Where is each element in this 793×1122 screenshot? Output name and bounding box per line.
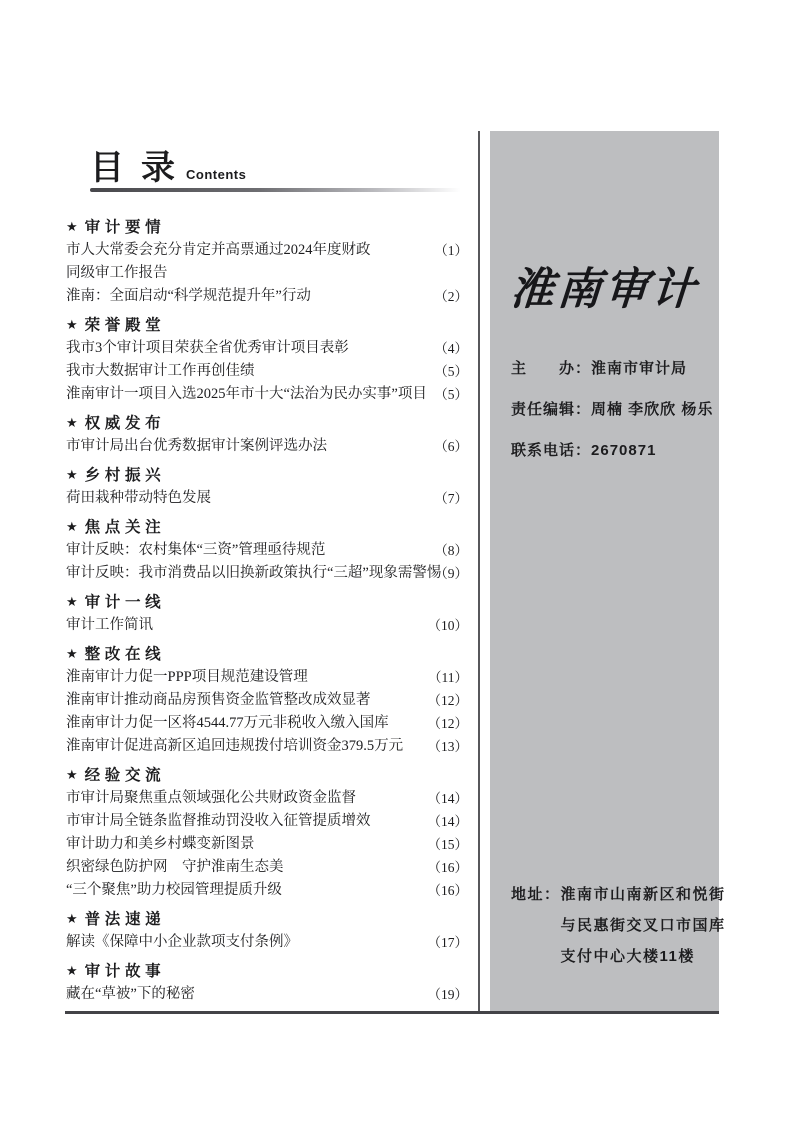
toc-section-heading: [66, 464, 468, 487]
toc-section-heading: [66, 908, 468, 931]
star-icon: ★: [66, 414, 78, 430]
toc-entry: [66, 810, 468, 833]
toc-entry-page: （14）: [427, 790, 468, 806]
toc-entry-title: [66, 712, 424, 735]
toc-section-title: 权威发布: [84, 414, 166, 432]
sidebar-address-line: 与民惠街交叉口市国库: [560, 917, 726, 934]
toc-entry-line: 审计反映：农村集体“三资”管理亟待规范: [66, 541, 326, 558]
toc-entry-page: （4）: [434, 340, 468, 356]
toc-title-rule: [90, 188, 468, 192]
toc-entry-page: （16）: [427, 859, 468, 875]
sidebar-info-value: 2670871: [591, 442, 657, 459]
toc-entry-line: 审计反映：我市消费品以旧换新政策执行“三超”现象需警惕: [66, 564, 442, 581]
toc-section-heading: [66, 412, 468, 435]
toc-entry-page: （12）: [427, 692, 468, 708]
toc-entry-title: [66, 879, 424, 902]
sidebar-info-label: 责任编辑：: [511, 401, 592, 418]
toc-entry-title: [66, 435, 430, 458]
journal-sidebar: [490, 131, 726, 1013]
toc-entry-page: （10）: [427, 617, 468, 633]
journal-masthead: 淮南审计: [508, 265, 700, 314]
toc-entry: [66, 487, 468, 510]
toc-entry-page: （19）: [427, 986, 468, 1002]
toc-entry: [66, 435, 468, 458]
toc-entry-line: “三个聚焦”助力校园管理提质升级: [66, 881, 282, 898]
toc-entry-title: [66, 666, 424, 689]
toc-entry-page: （5）: [434, 363, 468, 379]
toc-entry: [66, 666, 468, 689]
sidebar-info-row: [511, 357, 713, 381]
toc-entry-title: [66, 614, 424, 637]
toc-title-en: Contents: [186, 167, 247, 182]
star-icon: ★: [66, 766, 78, 782]
sidebar-info: [511, 357, 713, 480]
toc-entry: [66, 337, 468, 360]
toc-section-title: 焦点关注: [84, 518, 166, 536]
sidebar-info-row: [511, 398, 713, 422]
star-icon: ★: [66, 316, 78, 332]
toc-entry-page: （8）: [434, 542, 468, 558]
table-of-contents: [66, 151, 468, 1006]
toc-entry: [66, 931, 468, 954]
toc-entry-line: 我市大数据审计工作再创佳绩: [66, 362, 255, 379]
toc-section-title: 审计一线: [84, 593, 166, 611]
sidebar-address-line: 支付中心大楼11楼: [560, 948, 695, 965]
toc-entry-line: 藏在“草被”下的秘密: [66, 985, 195, 1002]
toc-entry-title: [66, 983, 424, 1006]
vertical-divider: [478, 131, 480, 1013]
toc-entry: [66, 614, 468, 637]
toc-entry-page: （11）: [428, 669, 468, 685]
toc-entry-line: 审计助力和美乡村蝶变新图景: [66, 835, 255, 852]
toc-entry-page: （17）: [427, 934, 468, 950]
toc-entry-line: 淮南：全面启动“科学规范提升年”行动: [66, 287, 311, 304]
sidebar-address: [511, 879, 726, 972]
toc-entry-line: 织密绿色防护网 守护淮南生态美: [66, 858, 284, 875]
toc-entry-title: [66, 810, 424, 833]
toc-entry: [66, 285, 468, 308]
sidebar-info-label: 联系电话：: [511, 442, 592, 459]
star-icon: ★: [66, 645, 78, 661]
toc-entry-page: （14）: [427, 813, 468, 829]
toc-entry-line: 我市3个审计项目荣获全省优秀审计项目表彰: [66, 339, 349, 356]
toc-entry-line: 市审计局出台优秀数据审计案例评选办法: [66, 437, 327, 454]
toc-section-title: 审计故事: [84, 962, 166, 980]
toc-section-heading: [66, 516, 468, 539]
toc-section-title: 普法速递: [84, 910, 166, 928]
toc-section-title: 乡村振兴: [84, 466, 166, 484]
toc-section-heading: [66, 960, 468, 983]
sidebar-address-label: 地址：: [511, 886, 561, 903]
sidebar-address-lines: [561, 879, 726, 972]
toc-entry-page: （2）: [434, 288, 468, 304]
toc-entry: [66, 360, 468, 383]
toc-entry-page: （7）: [434, 490, 468, 506]
toc-entry-title: [66, 562, 442, 585]
toc-entry: [66, 239, 468, 285]
toc-entry-line: 市审计局聚焦重点领域强化公共财政资金监督: [66, 789, 356, 806]
toc-entry-page: （12）: [427, 715, 468, 731]
toc-entry-line: 淮南审计力促一PPP项目规范建设管理: [66, 668, 308, 685]
toc-entry: [66, 833, 468, 856]
toc-entry-line: 淮南审计力促一区将4544.77万元非税收入缴入国库: [66, 714, 389, 731]
toc-section-heading: [66, 216, 468, 239]
toc-entry-title: [66, 735, 424, 758]
toc-entry: [66, 539, 468, 562]
toc-section-heading: [66, 764, 468, 787]
toc-entry-line: 淮南审计促进高新区追回违规拨付培训资金379.5万元: [66, 737, 404, 754]
toc-entry: [66, 383, 468, 406]
toc-entry-page: （15）: [427, 836, 468, 852]
star-icon: ★: [66, 518, 78, 534]
toc-entry-title: [66, 360, 430, 383]
star-icon: ★: [66, 593, 78, 609]
toc-sections: [66, 216, 468, 1006]
toc-entry-page: （5）: [434, 386, 468, 402]
toc-section-heading: [66, 643, 468, 666]
toc-entry-page: （1）: [434, 242, 468, 258]
toc-entry: [66, 983, 468, 1006]
toc-entry: [66, 735, 468, 758]
toc-entry-line: 淮南审计一项目入选2025年市十大“法治为民办实事”项目: [66, 385, 427, 402]
sidebar-info-label: 主 办：: [511, 360, 592, 377]
toc-entry-line: 荷田栽种带动特色发展: [66, 489, 211, 506]
toc-entry: [66, 712, 468, 735]
toc-entry-title: [66, 285, 430, 308]
toc-section-title: 经验交流: [84, 766, 166, 784]
toc-entry: [66, 856, 468, 879]
toc-entry-title: [66, 856, 424, 879]
toc-entry-page: （13）: [427, 738, 468, 754]
toc-header: [66, 151, 468, 192]
toc-entry-title: [66, 383, 430, 406]
sidebar-info-row: [511, 439, 713, 463]
toc-section-title: 整改在线: [84, 645, 166, 663]
toc-entry-title: [66, 337, 430, 360]
toc-entry-line: 审计工作简讯: [66, 616, 153, 633]
toc-entry-line: 解读《保障中小企业款项支付条例》: [66, 933, 298, 950]
toc-title: 目录: [90, 149, 192, 187]
toc-entry: [66, 879, 468, 902]
toc-entry-page: （16）: [427, 882, 468, 898]
toc-entry-page: （6）: [434, 438, 468, 454]
star-icon: ★: [66, 466, 78, 482]
toc-entry-title: [66, 787, 424, 810]
toc-entry-line: 市审计局全链条监督推动罚没收入征管提质增效: [66, 812, 371, 829]
toc-entry: [66, 689, 468, 712]
toc-entry-line: 淮南审计推动商品房预售资金监管整改成效显著: [66, 691, 371, 708]
toc-entry-line: 市人大常委会充分肯定并高票通过2024年度财政: [66, 241, 371, 258]
toc-entry-title: [66, 239, 430, 285]
star-icon: ★: [66, 962, 78, 978]
toc-entry: [66, 787, 468, 810]
star-icon: ★: [66, 218, 78, 234]
toc-section-heading: [66, 591, 468, 614]
toc-entry-title: [66, 833, 424, 856]
toc-entry-title: [66, 539, 430, 562]
bottom-rule: [65, 1011, 719, 1014]
star-icon: ★: [66, 910, 78, 926]
sidebar-address-line: 淮南市山南新区和悦街: [560, 886, 726, 903]
sidebar-info-value: 淮南市审计局: [591, 360, 688, 377]
toc-entry-title: [66, 689, 424, 712]
toc-entry-line: 同级审工作报告: [66, 264, 168, 281]
toc-section-heading: [66, 314, 468, 337]
toc-entry-title: [66, 487, 430, 510]
toc-entry: [66, 562, 468, 585]
sidebar-info-value: 周楠 李欣欣 杨乐: [591, 401, 714, 418]
toc-section-title: 荣誉殿堂: [84, 316, 166, 334]
toc-section-title: 审计要情: [84, 218, 166, 236]
toc-entry-page: （9）: [434, 565, 468, 581]
toc-entry-title: [66, 931, 424, 954]
